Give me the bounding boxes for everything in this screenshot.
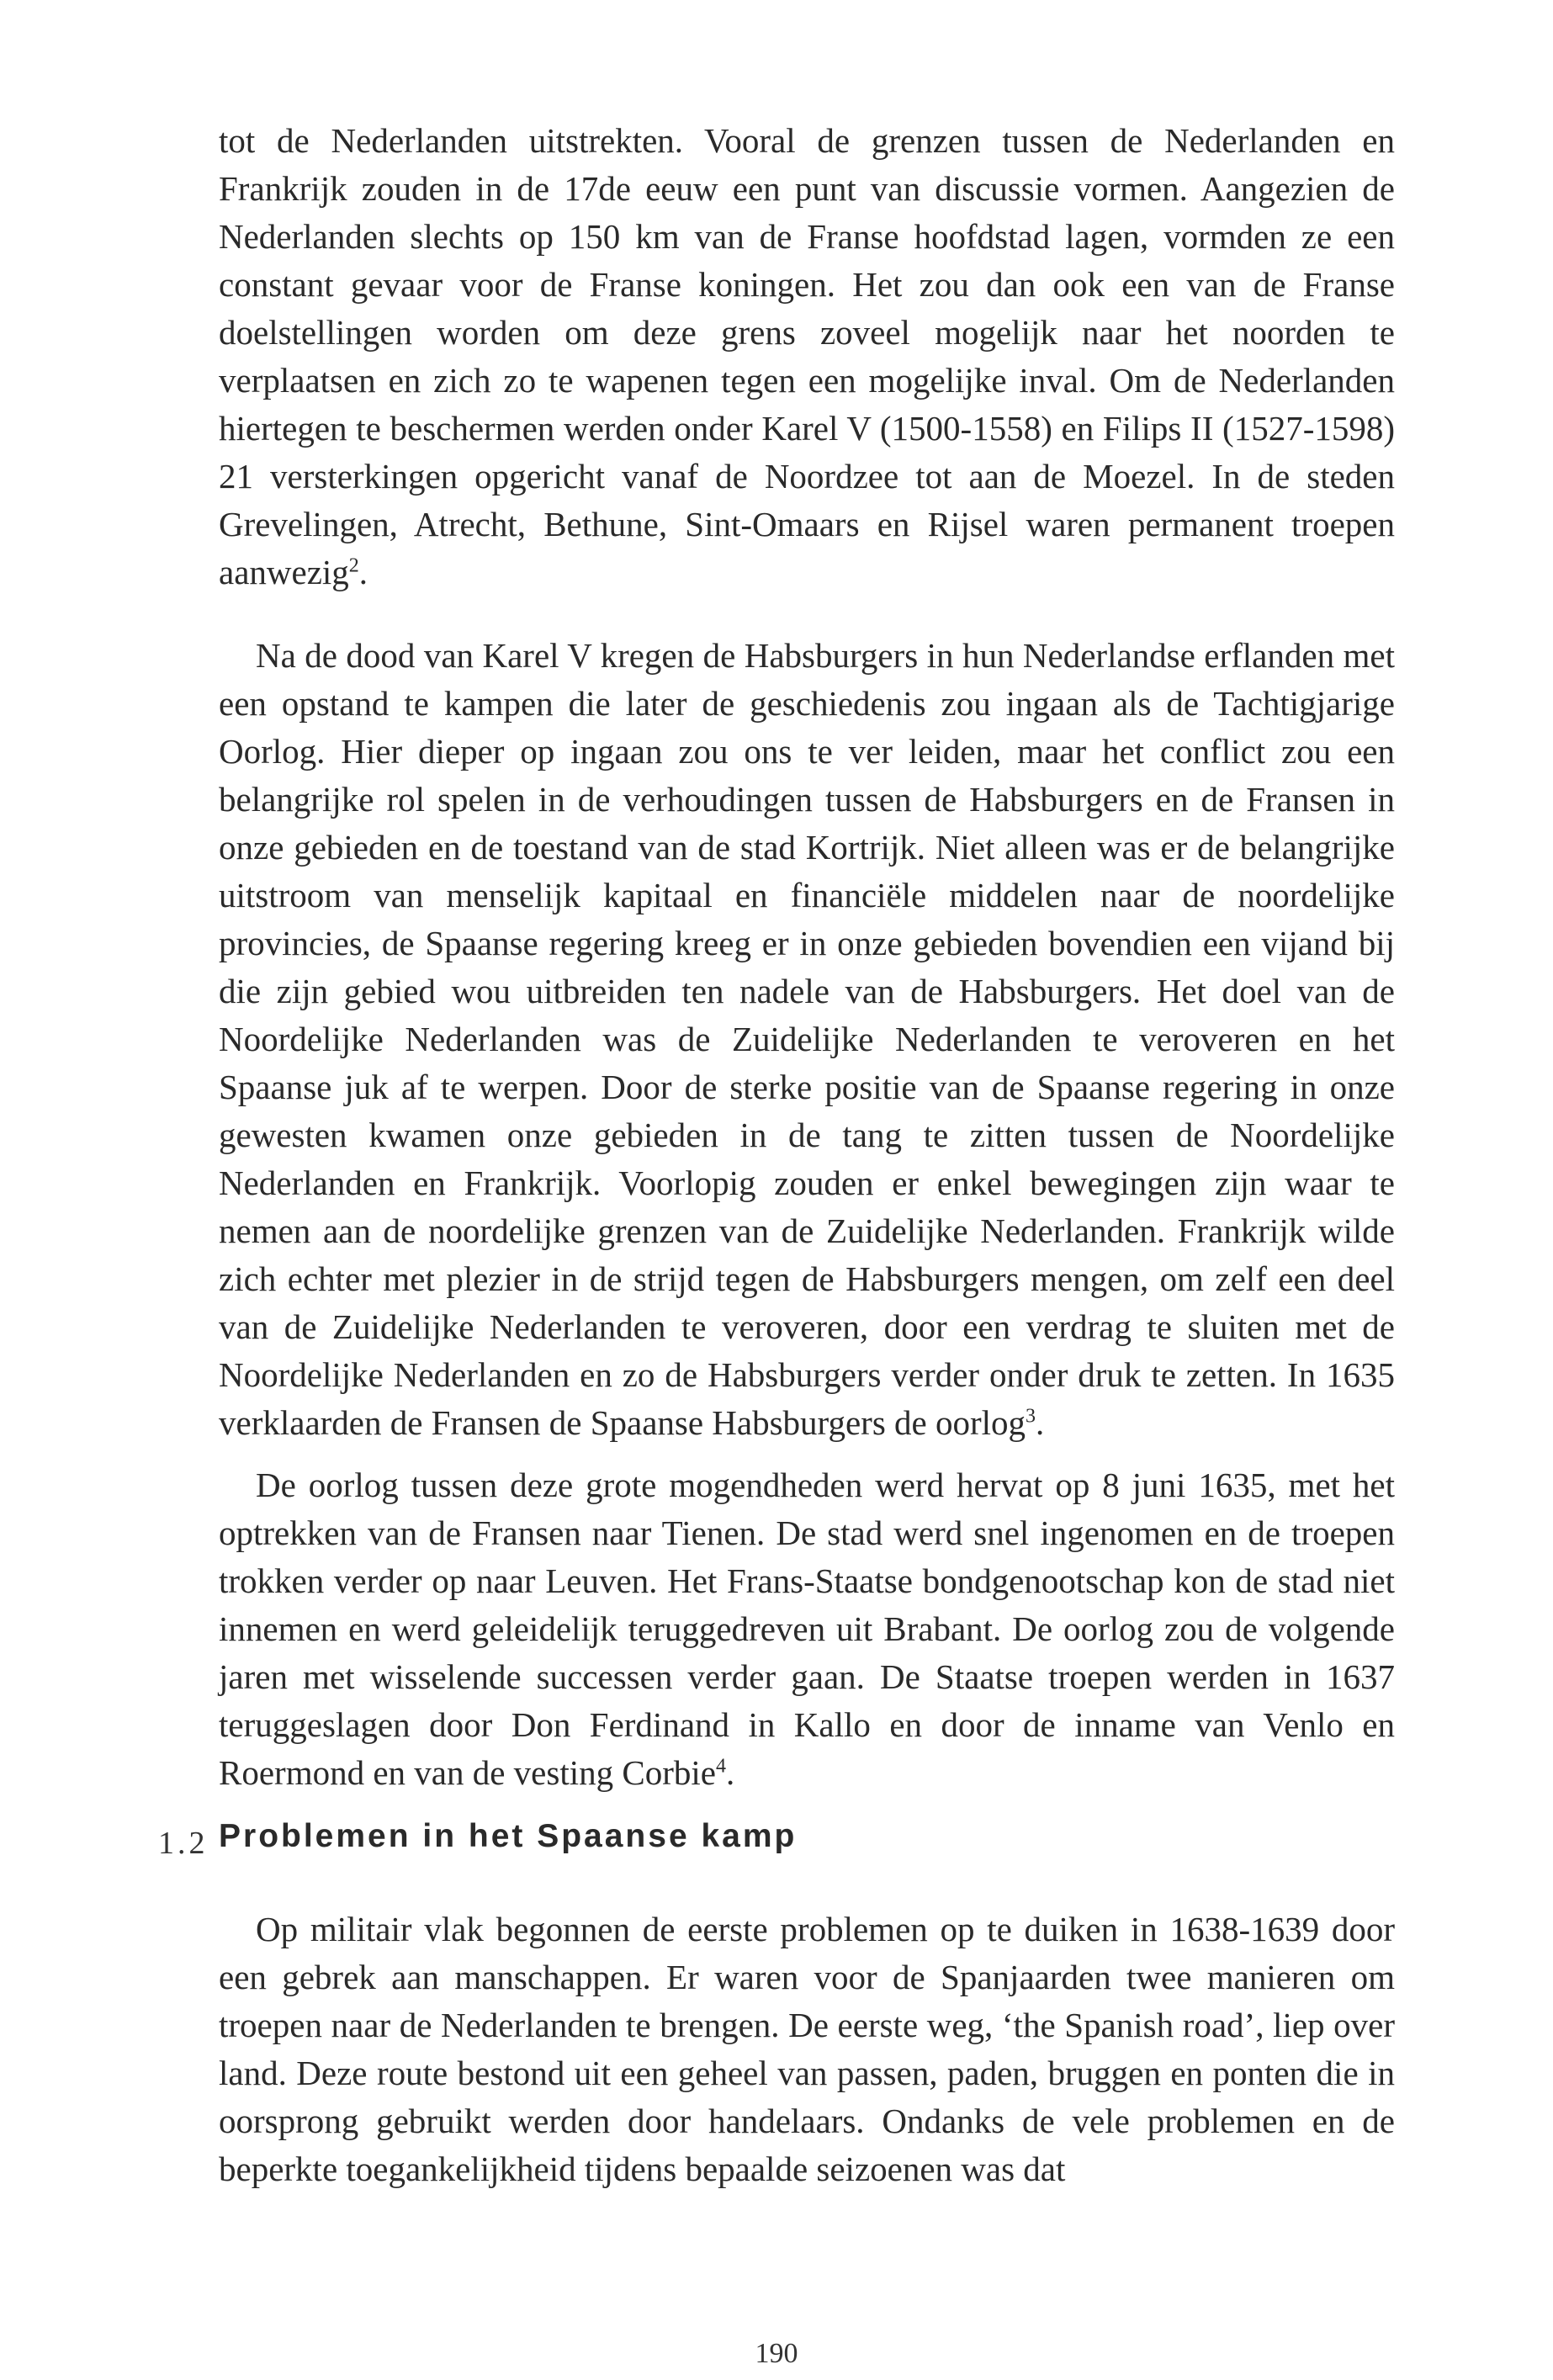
body-paragraph-4: Op militair vlak begonnen de eerste problemen op te duiken in 1638-1639 door een gebrek aan manschappen. Er waren voor de Spanjaarden twee manieren om troepen naar de Nederlanden te brengen. De eerste weg, ‘the Spanish road’, liep over land. Deze route bestond uit een geheel van passen, paden, bruggen en ponten die in oorsprong gebruikt werden door handelaars. Ondanks de vele problemen en de beperkte toegankelijkheid tijdens bepaalde seizoenen was dat xyxy=(219,1910,1395,2188)
section-heading: Problemen in het Spaanse kamp xyxy=(219,1818,798,1854)
body-paragraph-1: tot de Nederlanden uitstrekten. Vooral de grenzen tussen de Nederlanden en Frankrijk zouden in de 17de eeuw een punt van discussie vormen. Aangezien de Nederlanden slechts op 150 km van de Franse hoofdstad lagen, vormden ze een constant gevaar voor de Franse koningen. Het zou dan ook een van de Franse doelstellingen worden om deze grens zoveel mogelijk naar het noorden te verplaatsen en zich zo te wapenen tegen een mogelijke inval. Om de Nederlanden hiertegen te beschermen werden onder Karel V (1500-1558) en Filips II (1527-1598) 21 versterkingen opgericht vanaf de Noordzee tot aan de Moezel. In de steden Grevelingen, Atrecht, Bethune, Sint-Omaars en Rijsel waren permanent troepen aanwezig$^2$. xyxy=(219,121,1395,591)
paragraph-1-text: tot de Nederlanden uitstrekten. Vooral de grenzen tussen de Nederlanden en Frankrijk zouden in de 17de eeuw een punt van discussie vormen. Aangezien de Nederlanden slechts op 150 km van de Franse hoofdstad lagen, vormden ze een constant gevaar voor de Franse koningen. Het zou dan ook een van de Franse doelstellingen worden om deze grens zoveel mogelijk naar het noorden te verplaatsen en zich zo te wapenen tegen een mogelijke inval. Om de Nederlanden hiertegen te beschermen werden onder Karel V (1500-1558) en Filips II (1527-1598) 21 versterkingen opgericht vanaf de Noordzee tot aan de Moezel. In de steden Grevelingen, Atrecht, Bethune, Sint-Omaars en Rijsel waren permanent troepen aanwezig xyxy=(219,121,1395,591)
paragraph-3-text: De oorlog tussen deze grote mogendheden werd hervat op 8 juni 1635, met het optrekken van de Fransen naar Tienen. De stad werd snel ingenomen en de troepen trokken verder op naar Leuven. Het Frans-Staatse bondgenootschap kon de stad niet innemen en werd geleidelijk teruggedreven uit Brabant. De oorlog zou de volgende jaren met wisselende successen verder gaan. De Staatse troepen werden in 1637 teruggeslagen door Don Ferdinand in Kallo en door de inname van Venlo en Roermond en van de vesting Corbie xyxy=(219,1466,1395,1792)
body-paragraph-2: Na de dood van Karel V kregen de Habsburgers in hun Nederlandse erflanden met een opstand te kampen die later de geschiedenis zou ingaan als de Tachtigjarige Oorlog. Hier dieper op ingaan zou ons te ver leiden, maar het conflict zou een belangrijke rol spelen in de verhoudingen tussen de Habsburgers en de Fransen in onze gebieden en de toestand van de stad Kortrijk. Niet alleen was er de belangrijke uitstroom van menselijk kapitaal en financiële middelen naar de noordelijke provincies, de Spaanse regering kreeg er in onze gebieden bovendien een vijand bij die zijn gebied wou uitbreiden ten nadele van de Habsburgers. Het doel van de Noordelijke Nederlanden was de Zuidelijke Nederlanden te veroveren en het Spaanse juk af te werpen. Door de sterke positie van de Spaanse regering in onze gewesten kwamen onze gebieden in de tang te zitten tussen de Noordelijke Nederlanden en Frankrijk. Voorlopig zouden er enkel bewegingen zijn waar te nemen aan de noordelijke grenzen van de Zuidelijke Nederlanden. Frankrijk wilde zich echter met plezier in de strijd tegen de Habsburgers mengen, om zelf een deel van de Zuidelijke Nederlanden te veroveren, door een verdrag te sluiten met de Noordelijke Nederlanden en zo de Habsburgers verder onder druk te zetten. In 1635 verklaarden de Fransen de Spaanse Habsburgers de oorlog$^3$. xyxy=(219,636,1395,1442)
page-number: 190 xyxy=(755,2338,798,2369)
paragraph-2-text: Na de dood van Karel V kregen de Habsburgers in hun Nederlandse erflanden met een opstand te kampen die later de geschiedenis zou ingaan als de Tachtigjarige Oorlog. Hier dieper op ingaan zou ons te ver leiden, maar het conflict zou een belangrijke rol spelen in de verhoudingen tussen de Habsburgers en de Fransen in onze gebieden en de toestand van de stad Kortrijk. Niet alleen was er de belangrijke uitstroom van menselijk kapitaal en financiële middelen naar de noordelijke provincies, de Spaanse regering kreeg er in onze gebieden bovendien een vijand bij die zijn gebied wou uitbreiden ten nadele van de Habsburgers. Het doel van de Noordelijke Nederlanden was de Zuidelijke Nederlanden te veroveren en het Spaanse juk af te werpen. Door de sterke positie van de Spaanse regering in onze gewesten kwamen onze gebieden in de tang te zitten tussen de Noordelijke Nederlanden en Frankrijk. Voorlopig zouden er enkel bewegingen zijn waar te nemen aan de noordelijke grenzen van de Zuidelijke Nederlanden. Frankrijk wilde zich echter met plezier in de strijd tegen de Habsburgers mengen, om zelf een deel van de Zuidelijke Nederlanden te veroveren, door een verdrag te sluiten met de Noordelijke Nederlanden en zo de Habsburgers verder onder druk te zetten. In 1635 verklaarden de Fransen de Spaanse Habsburgers de oorlog xyxy=(219,636,1395,1442)
footnote-ref-2[interactable]: 2 xyxy=(348,554,359,577)
footnote-ref-3[interactable]: 3 xyxy=(1026,1405,1036,1428)
body-paragraph-3: De oorlog tussen deze grote mogendheden werd hervat op 8 juni 1635, met het optrekken van de Fransen naar Tienen. De stad werd snel ingenomen en de troepen trokken verder op naar Leuven. Het Frans-Staatse bondgenootschap kon de stad niet innemen en werd geleidelijk teruggedreven uit Brabant. De oorlog zou de volgende jaren met wisselende successen verder gaan. De Staatse troepen werden in 1637 teruggeslagen door Don Ferdinand in Kallo en door de inname van Venlo en Roermond en van de vesting Corbie$^4$. xyxy=(219,1466,1395,1792)
section-number: 1.2 xyxy=(158,1826,209,1861)
footnote-ref-4[interactable]: 4 xyxy=(715,1755,726,1778)
